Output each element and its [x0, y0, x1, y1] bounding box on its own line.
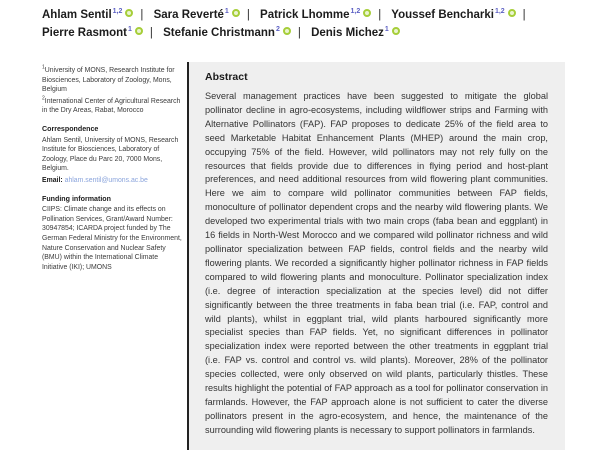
author	[260, 9, 371, 21]
author-name: Sara Reverté	[153, 9, 224, 21]
correspondence-text: Ahlam Sentil, University of MONS, Research Institute for Biosciences, Laboratory of Zoology, Place du Parc 20, 7000 Mons, Belgium.	[42, 136, 179, 173]
author-separator: |	[522, 9, 526, 21]
author-separator: |	[140, 9, 144, 21]
correspondence-email-row	[42, 176, 185, 186]
affiliation-text: University of MONS, Research Institute for Biosciences, Laboratory of Zoology, Mons, Belgium	[42, 67, 175, 94]
author	[391, 9, 515, 21]
author-affiliation-sup: 1,2	[494, 8, 505, 16]
author-affiliation-sup: 1,2	[350, 8, 361, 16]
author-affiliation-sup: 1,2	[112, 8, 123, 16]
author-name: Patrick Lhomme	[260, 9, 350, 21]
author	[311, 27, 400, 39]
author-name: Youssef Bencharki	[391, 9, 494, 21]
orcid-icon[interactable]	[508, 9, 516, 17]
orcid-icon[interactable]	[392, 27, 400, 35]
author-name: Stefanie Christmann	[163, 27, 275, 39]
email-label: Email:	[42, 176, 63, 184]
article-info-column	[42, 66, 185, 274]
author-affiliation-sup: 1	[224, 8, 229, 16]
abstract-section	[187, 62, 565, 450]
author-name: Pierre Rasmont	[42, 27, 128, 39]
author-affiliation-sup: 2	[275, 26, 280, 34]
author	[163, 27, 291, 39]
correspondence-heading: Correspondence	[42, 124, 99, 133]
affiliation-sup: 2	[42, 95, 45, 102]
affiliation-sup: 1	[42, 64, 45, 71]
abstract-heading: Abstract	[205, 71, 248, 83]
author-affiliation-sup: 1	[128, 26, 132, 34]
funding-heading: Funding information	[42, 194, 111, 203]
author	[42, 9, 133, 21]
author-separator: |	[246, 9, 250, 21]
author-separator: |	[149, 27, 153, 39]
funding-text: CIIPS: Climate change and its effects on Pollination Services, Grant/Award Number: 30947854; ICARDA project funded by The German Federal Ministry for the Environment, Nature Conservation and Nuclear Safety (BMU) within the International Climate Initiative (IKI); UMONS	[42, 206, 182, 271]
affiliation-2	[42, 97, 185, 116]
author	[42, 27, 143, 39]
orcid-icon[interactable]	[135, 27, 143, 35]
author-separator: |	[297, 27, 301, 39]
affiliation-1	[42, 66, 185, 95]
author-affiliation-sup: 1	[384, 26, 389, 34]
author-name: Denis Michez	[311, 27, 384, 39]
orcid-icon[interactable]	[283, 27, 291, 35]
abstract-body: Several management practices have been suggested to mitigate the global pollinator decline in agro-ecosystems, including wildflower strips and Farming with Alternative Pollinators (FAP). FAP proposes to dedicate 25% of the field area to seed Marketable Habitat Enhancement Plants (MHEP) around the main crop, occupying 75% of the field. However, wild pollinators may not rely fully on the resources that fields provide due to differences in flying period and host-plant preferences, and need additional resources from wild flowering plant communities. Here we aim to compare wild pollinator communities between FAP fields, monoculture of pollinator dependent crops and the nearby wild flowering plants. We developed two experimental trials with two main crops (faba bean and eggplant) in 16 fields in North-West Morocco and we compared wild pollinator richness and wild pollinator specialization between FAP fields, control fields and the nearby wild flowering plants. We recorded a significantly higher pollinator richness in FAP fields compared to wild flowering plants and monoculture. Pollinator specialization index (i.e. degree of interaction specialization at the species level) did not differ significantly between the three treatments in faba bean trial (i.e. FAP, control and wild plants), whilst in eggplant trial, wild plants harboured significantly more specialist species than FAP fields. Yet, no significant differences in pollinator specialization index were reported between the other treatments in eggplant trial (i.e. FAP vs. control and control vs. wild plants). Moreover, 28% of the pollinator species collected, were only observed on wild plants, particularly thistles. These results highlight the potential of FAP approach as a tool for pollinator conservation in farmlands. However, the FAP approach alone is not sufficient to cater the diverse pollinators present in the agro-ecosystem, and hence, the maintenance of the surrounding wild flowering plants is necessary to support pollinators in farmlands.	[205, 91, 548, 435]
email-link[interactable]: ahlam.sentil@umons.ac.be	[64, 176, 148, 184]
author-list	[42, 6, 564, 42]
author	[154, 9, 240, 21]
author-separator: |	[378, 9, 382, 21]
affiliation-text: International Center of Agricultural Research in the Dry Areas, Rabat, Morocco	[42, 97, 181, 115]
orcid-icon[interactable]	[232, 9, 240, 17]
author-name: Ahlam Sentil	[42, 9, 112, 21]
